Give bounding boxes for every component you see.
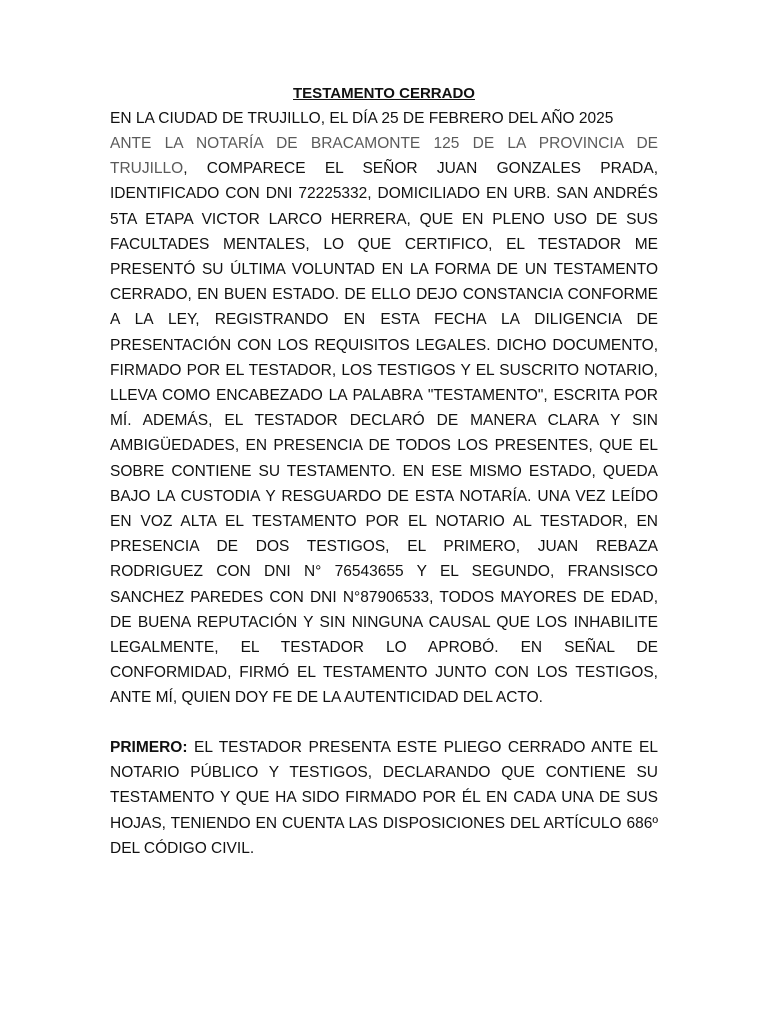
paragraph-declaration-lead: ANTE LA NOTARÍA DE BRACAMONTE 125 DE LA PROVINCIA DE TRUJILLO <box>110 135 658 178</box>
intro-line: EN LA CIUDAD DE TRUJILLO, EL DÍA 25 DE FEBRERO DEL AÑO 2025 <box>110 110 614 127</box>
paragraph-primero-text: EL TESTADOR PRESENTA ESTE PLIEGO CERRADO ANTE EL NOTARIO PÚBLICO Y TESTIGOS, DECLARANDO QUE CONTIENE SU TESTAMENTO Y QUE HA SIDO FIRMADO POR ÉL EN CADA UNA DE SUS HOJAS, TENIENDO EN CUENTA LAS DISPOSICIONES DEL ARTÍCULO 686º DEL CÓDIGO CIVIL. <box>110 739 658 857</box>
paragraph-declaration <box>110 131 658 711</box>
paragraph-primero-label: PRIMERO: <box>110 739 188 756</box>
paragraph-declaration-text: , COMPARECE EL SEÑOR JUAN GONZALES PRADA, IDENTIFICADO CON DNI 72225332, DOMICILIADO EN URB. SAN ANDRÉS 5TA ETAPA VICTOR LARCO HERRERA, QUE EN PLENO USO DE SUS FACULTADES MENTALES, LO QUE CERTIFICO, EL TESTADOR ME PRESENTÓ SU ÚLTIMA VOLUNTAD EN LA FORMA DE UN TESTAMENTO CERRADO, EN BUEN ESTADO. DE ELLO DEJO CONSTANCIA CONFORME A LA LEY, REGISTRANDO EN ESTA FECHA LA DILIGENCIA DE PRESENTACIÓN CON LOS REQUISITOS LEGALES. DICHO DOCUMENTO, FIRMADO POR EL TESTADOR, LOS TESTIGOS Y EL SUSCRITO NOTARIO, LLEVA COMO ENCABEZADO LA PALABRA "TESTAMENTO", ESCRITA POR MÍ. ADEMÁS, EL TESTADOR DECLARÓ DE MANERA CLARA Y SIN AMBIGÜEDADES, EN PRESENCIA DE TODOS LOS PRESENTES, QUE EL SOBRE CONTIENE SU TESTAMENTO. EN ESE MISMO ESTADO, QUEDA BAJO LA CUSTODIA Y RESGUARDO DE ESTA NOTARÍA. UNA VEZ LEÍDO EN VOZ ALTA EL TESTAMENTO POR EL NOTARIO AL TESTADOR, EN PRESENCIA DE DOS TESTIGOS, EL PRIMERO, JUAN REBAZA RODRIGUEZ CON DNI N° 76543655 Y EL SEGUNDO, FRANSISCO SANCHEZ PAREDES CON DNI N°87906533, TODOS MAYORES DE EDAD, DE BUENA REPUTACIÓN Y SIN NINGUNA CAUSAL QUE LOS INHABILITE LEGALMENTE, EL TESTADOR LO APROBÓ. EN SEÑAL DE CONFORMIDAD, FIRMÓ EL TESTAMENTO JUNTO CON LOS TESTIGOS, ANTE MÍ, QUIEN DOY FE DE LA AUTENTICIDAD DEL ACTO. <box>110 160 658 707</box>
document-title: TESTAMENTO CERRADO <box>293 85 475 102</box>
paragraph-primero <box>110 735 658 861</box>
